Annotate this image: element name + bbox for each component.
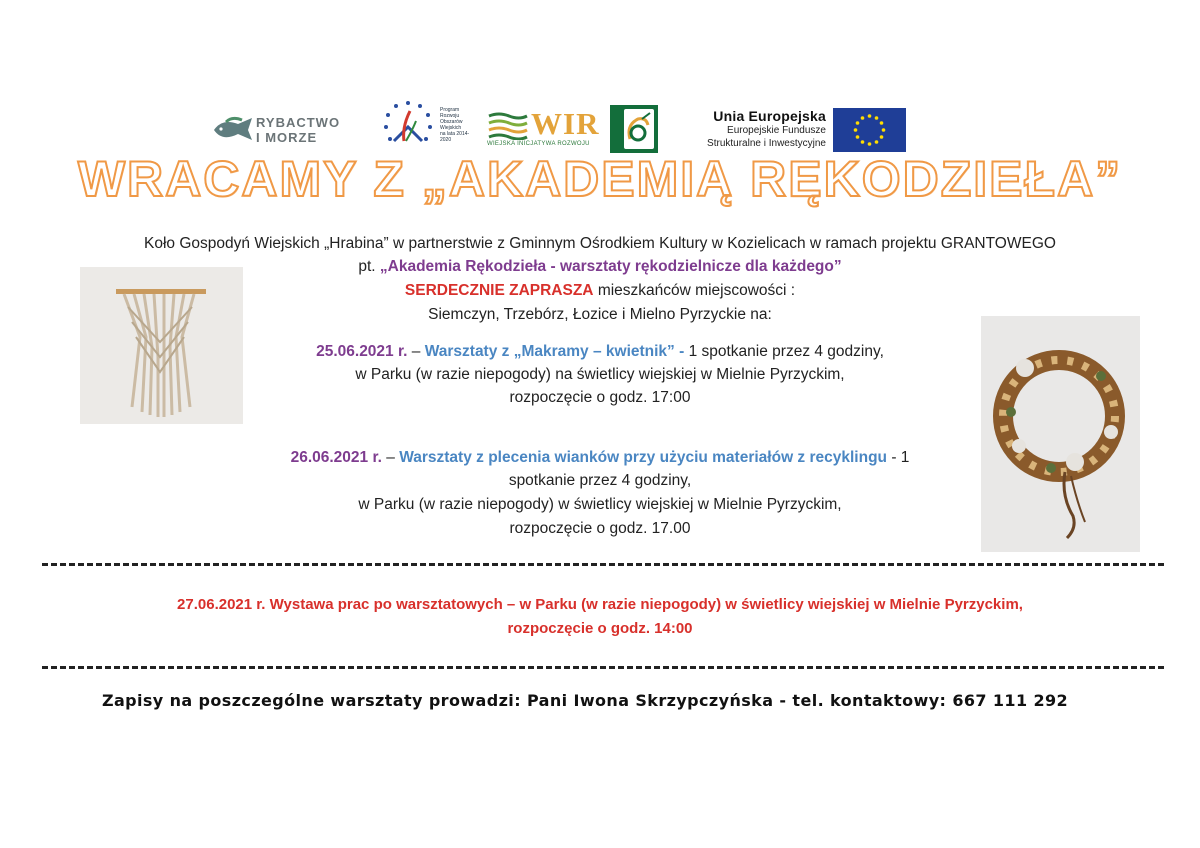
leader-logo xyxy=(610,105,658,153)
wir-text: WIR xyxy=(531,106,600,141)
divider-bottom xyxy=(42,666,1164,669)
ue-sub-2: Strukturalne i Inwestycyjne xyxy=(707,138,826,149)
workshop-1-name: Warsztaty z „Makramy – kwietnik” - xyxy=(424,343,685,360)
workshop-2-dash: – xyxy=(381,449,400,466)
fish-icon xyxy=(212,116,256,142)
prow-line: Obszarów xyxy=(440,119,463,125)
wir-waves-icon xyxy=(487,110,529,140)
wir-subtitle: WIEJSKA INICJATYWA ROZWOJU xyxy=(487,141,590,147)
workshop-1-line-2: w Parku (w razie niepogody) na świetlicy wiejskiej w Mielnie Pyrzyckim, xyxy=(355,366,845,383)
workshop-2-date: 26.06.2021 r. xyxy=(290,449,382,466)
workshop-2-line-4: rozpoczęcie o godz. 17.00 xyxy=(509,520,691,537)
workshop-2-line-1 xyxy=(0,447,1200,468)
workshop-1-date: 25.06.2021 r. xyxy=(316,343,408,360)
intro-line-1: Koło Gospodyń Wiejskich „Hrabina” w partnerstwie z Gminnym Ośrodkiem Kultury w Kozielicach w ramach projektu GRANTOWEGO xyxy=(144,235,1056,252)
ue-text-block xyxy=(686,108,826,150)
places-line: Siemczyn, Trzebórz, Łozice i Mielno Pyrzyckie na: xyxy=(428,306,772,323)
invite-text: SERDECZNIE ZAPRASZA xyxy=(404,282,594,299)
prow-line: Rozwoju xyxy=(440,113,460,119)
project-name: „Akademia Rękodzieła - warsztaty rękodzielnicze dla każdego” xyxy=(379,258,842,275)
rybactwo-i-morze-logo xyxy=(212,112,362,146)
workshop-2-line-2: spotkanie przez 4 godziny, xyxy=(508,472,692,489)
divider-top xyxy=(42,563,1164,566)
workshop-1-dash: – xyxy=(407,343,425,360)
workshop-2-name: Warsztaty z plecenia wianków przy użyciu materiałów z recyklingu xyxy=(399,449,888,466)
eu-flag-icon xyxy=(833,108,906,152)
exhibition-line-2: rozpoczęcie o godz. 14:00 xyxy=(507,620,693,637)
workshop-1-line-3: rozpoczęcie o godz. 17:00 xyxy=(509,389,691,406)
i-morze-text: I MORZE xyxy=(256,130,318,145)
page-title: WRACAMY Z „AKADEMIĄ RĘKODZIEŁA” xyxy=(77,151,1123,207)
ue-title: Unia Europejska xyxy=(713,108,826,124)
rybactwo-text: RYBACTWO xyxy=(256,115,341,130)
prow-logo xyxy=(376,97,476,153)
contact-line: Zapisy na poszczególne warsztaty prowadzi: Pani Iwona Skrzypczyńska - tel. kontaktowy: 667 111 292 xyxy=(101,691,1069,710)
workshop-2-line-3: w Parku (w razie niepogody) w świetlicy wiejskiej w Mielnie Pyrzyckim, xyxy=(358,496,842,513)
exhibition-line-1: 27.06.2021 r. Wystawa prac po warsztatowych – w Parku (w razie niepogody) w świetlicy wiejskiej w Mielnie Pyrzyckim, xyxy=(177,596,1023,613)
prow-line: na lata 2014-2020 xyxy=(440,131,470,143)
workshop-2-rest: - 1 xyxy=(887,449,910,466)
prow-line: Program xyxy=(440,107,460,113)
workshop-1-line-1 xyxy=(0,341,1200,362)
leader-emblem-icon xyxy=(624,109,654,149)
invite-rest: mieszkańców miejscowości : xyxy=(593,282,796,299)
workshop-1-rest: 1 spotkanie przez 4 godziny, xyxy=(684,343,884,360)
intro-prefix: pt. xyxy=(358,258,380,275)
prow-emblem-icon xyxy=(376,97,440,153)
wir-logo xyxy=(487,106,600,152)
ue-sub-1: Europejskie Fundusze xyxy=(727,125,826,136)
prow-line: Wiejskich xyxy=(440,125,462,131)
